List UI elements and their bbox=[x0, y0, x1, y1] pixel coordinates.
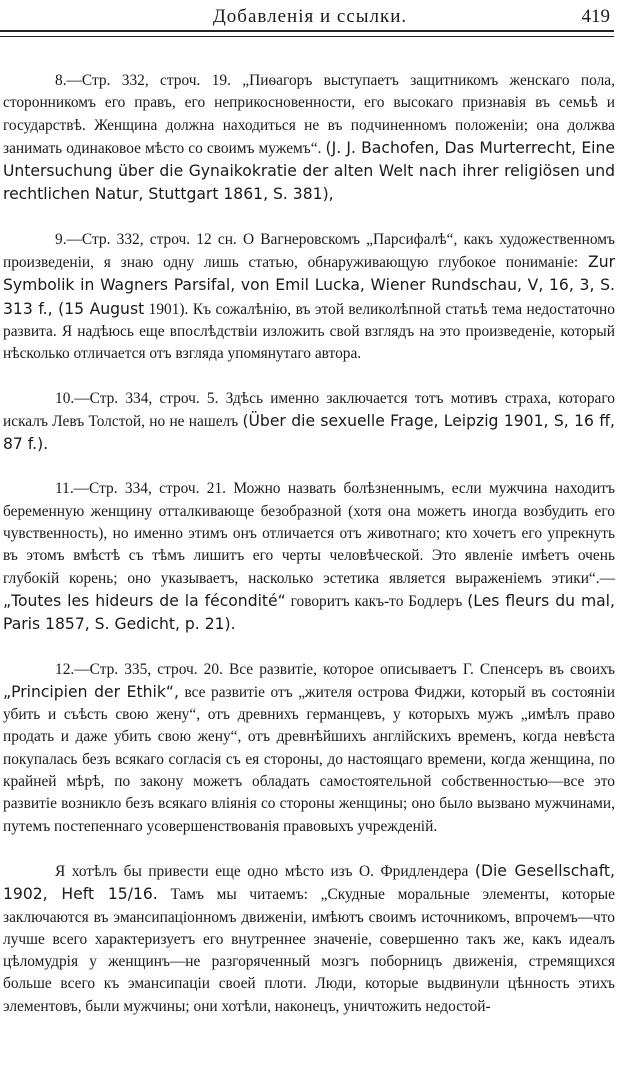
note-9-citation: Zur Symbolik in Wagners Parsifal, von Emil Lucka, Wiener Rundschau, V, 16, 3, S. 313 f., (15 August bbox=[3, 253, 616, 318]
running-header bbox=[0, 6, 620, 32]
note-9-tail: 1901). Къ сожалѣнію, въ этой великолѣпной статьѣ тема недостаточно развита. Я надѣюсь еще впослѣдствіи изложить свой взглядъ на это произведеніе, который нѣсколько отличается отъ взгляда упомянутаго автора. bbox=[3, 300, 615, 363]
note-11-quote: „Toutes les hideurs de la fécondité“ bbox=[3, 591, 286, 610]
note-8-text: 8.—Стр. 332, строч. 19. „Пиѳагоръ выступаетъ защитникомъ женскаго пола, сторонникомъ его правъ, его неприкосновенности, его высокаго признавія въ семьѣ и государствѣ. Женщина должна находиться не въ подчиненномъ положеніи; она должва занимать одинаковое мѣсто со своимъ мужемъ“. bbox=[3, 72, 615, 157]
note-10-text: 10.—Стр. 334, строч. 5. Здѣсь именно заключается тотъ мотивъ страха, котораго искалъ Левъ Толстой, но не нашелъ bbox=[3, 389, 615, 430]
friedlaender-citation: (Die Gesellschaft, 1902, Heft 15/16. bbox=[3, 861, 615, 904]
page-number: 419 bbox=[581, 6, 610, 27]
friedlaender-paragraph bbox=[3, 860, 615, 1018]
header-title: Добавленія и ссылки. bbox=[212, 6, 408, 27]
note-11-citation: (Les fleurs du mal, Paris 1857, S. Gedicht, p. 21). bbox=[3, 591, 615, 634]
note-8-citation: (J. J. Bachofen, Das Murterrecht, Eine Untersuchung über die Gynaikokratie der alten Welt nach ihrer religiösen und rechtlichen Natur, Stuttgart 1861, S. 381), bbox=[3, 138, 615, 204]
note-11 bbox=[3, 478, 615, 636]
note-12-citation: „Principien der Ethik“, bbox=[3, 682, 179, 701]
friedlaender-text: Я хотѣлъ бы привести еще одно мѣсто изъ О. Фридлендера bbox=[55, 862, 469, 880]
note-10 bbox=[3, 388, 615, 457]
note-9-text: 9.—Стр. 332, строч. 12 сн. О Вагнеровскомъ „Парсифалѣ“, какъ художественномъ произведеніи, я знаю одну лишь статью, обнаруживающую глубокое пониманіе: bbox=[3, 230, 615, 272]
note-9 bbox=[3, 229, 615, 366]
note-12-tail: все развитіе отъ „жителя острова Фиджи, который въ состояніи убить и съѣсть свою жену“, отъ древнихъ германцевъ, у которыхъ мужъ „имѣлъ право продать и даже убить свою жену“, отъ древнѣйшихъ англійскихъ временъ, когда невѣста покупалась безъ всякаго согласія съ ея стороны, до настоящаго времени, когда женщина, по крайней мѣрѣ, по закону можетъ обладать самостоятельной собственностью—все это развитіе возникло безъ всякаго вліянія со стороны женщины; оно было вызвано мужчинами, путемъ постепеннаго усовершенствованія правовыхъ учрежденій. bbox=[3, 683, 615, 835]
note-8 bbox=[3, 70, 615, 207]
note-11-text: 11.—Стр. 334, строч. 21. Можно назвать болѣзненнымъ, если мужчина находитъ беременную женщину отталкивающе безобразной (хотя она можетъ иногда возбудить его чувственность), но именно этимъ онъ отличается отъ животнаго; кто хочетъ его упрекнуть въ этомъ вмѣстѣ съ тѣмъ лишитъ его черты человѣческой. Это явленіе имѣетъ очень глубокій корень; оно указываетъ, насколько эстетика является выраженіемъ этики“.— bbox=[3, 480, 615, 587]
friedlaender-tail: Тамъ мы читаемъ: „Скудные моральные элементы, которые заключаются въ эмансипаціонномъ движеніи, имѣютъ своимъ источникомъ, впрочемъ—что лучше всего характеризуетъ его внутреннее значеніе, совершенно такъ же, какъ идеалъ цѣломудрія у женщинъ—не разгоряченный мозгъ поборницъ движенія, стремящихся больше всего къ эмансипаціи своей плоти. Люди, которые выдвинули цѣнность этихъ элементовъ, были мужчины; они хотѣли, наконецъ, уничтожить недостой- bbox=[3, 886, 615, 1015]
note-10-citation: (Über die sexuelle Frage, Leipzig 1901, S, 16 ff, 87 f.). bbox=[3, 411, 615, 454]
note-11-mid: говоритъ какъ-то Бодлеръ bbox=[290, 592, 463, 610]
note-12-text: 12.—Стр. 335, строч. 20. Все развитіе, которое описываетъ Г. Спенсеръ въ своихъ bbox=[55, 660, 615, 678]
page-body bbox=[3, 70, 615, 1018]
note-12 bbox=[3, 659, 615, 838]
header-double-rule bbox=[0, 30, 614, 37]
